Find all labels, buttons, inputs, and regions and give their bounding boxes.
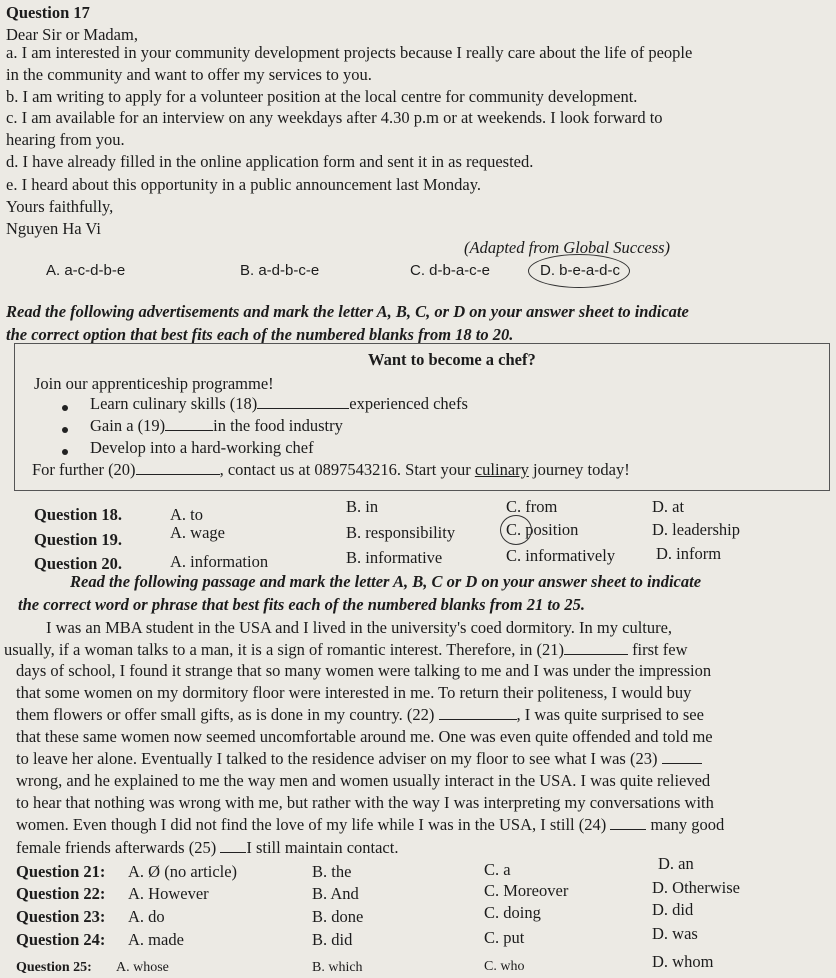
instruction-ads-line1: Read the following advertisements and mark the letter A, B, C, or D on your answer sheet to indicate <box>6 302 689 321</box>
passage-line-3: days of school, I found it strange that so many women were talking to me and I was under the impression <box>16 661 712 680</box>
q20-label: Question 20. <box>34 554 123 573</box>
q24-option-c[interactable]: C. put <box>484 928 525 947</box>
q17-option-c[interactable]: C. d-b-a-c-e <box>410 262 491 279</box>
bullet-icon <box>62 405 68 411</box>
q24-label: Question 24: <box>16 930 106 949</box>
sentence-e: e. I heard about this opportunity in a public announcement last Monday. <box>6 175 482 194</box>
q25-option-a[interactable]: A. whose <box>116 960 169 975</box>
passage-line-11: female friends afterwards (25) I still maintain contact. <box>16 838 399 857</box>
ad-bullet-1: Learn culinary skills (18) experienced chefs <box>90 394 468 413</box>
q18-option-d[interactable]: D. at <box>652 497 685 516</box>
q22-option-b[interactable]: B. And <box>312 884 359 903</box>
ad-intro: Join our apprenticeship programme! <box>34 374 274 393</box>
q25-option-c[interactable]: C. who <box>484 959 525 974</box>
blank-18[interactable] <box>257 394 349 409</box>
answer-circle-mark <box>500 515 532 545</box>
passage-line-1: I was an MBA student in the USA and I lived in the university's coed dormitory. In my culture, <box>46 618 673 637</box>
q25-option-b[interactable]: B. which <box>312 960 363 975</box>
q24-option-b[interactable]: B. did <box>312 930 353 949</box>
letter-salutation: Dear Sir or Madam, <box>6 25 138 44</box>
instruction-passage-line2: the correct word or phrase that best fits each of the numbered blanks from 21 to 25. <box>18 595 585 614</box>
passage-line-4: that some women on my dormitory floor were interested in me. To return their politeness, I would buy <box>16 683 692 702</box>
answer-circle-mark <box>528 254 630 288</box>
q22-option-a[interactable]: A. However <box>128 884 209 903</box>
q23-option-c[interactable]: C. doing <box>484 903 541 922</box>
blank-21[interactable] <box>564 640 628 655</box>
passage-line-9: to hear that nothing was wrong with me, but rather with the way I was interpreting my conversations with <box>16 793 714 812</box>
q23-option-d[interactable]: D. did <box>652 900 694 919</box>
blank-20[interactable] <box>136 460 220 475</box>
q25-option-d[interactable]: D. whom <box>652 952 714 971</box>
question-17-title: Question 17 <box>6 3 90 22</box>
q21-option-c[interactable]: C. a <box>484 860 511 879</box>
blank-23[interactable] <box>662 749 702 764</box>
q17-option-d[interactable]: D. b-e-a-d-c <box>540 262 621 279</box>
q18-option-b[interactable]: B. in <box>346 497 379 516</box>
q19-option-b[interactable]: B. responsibility <box>346 523 456 542</box>
passage-line-7: to leave her alone. Eventually I talked to the residence adviser on my floor to see what I was (23) <box>16 749 702 769</box>
passage-line-10: women. Even though I did not find the love of my life while I was in the USA, I still (24) many good <box>16 815 725 834</box>
q19-label: Question 19. <box>34 530 123 549</box>
passage-line-5: them flowers or offer small gifts, as is done in my country. (22) , I was quite surprised to see <box>16 705 704 724</box>
sentence-a-line1: a. I am interested in your community development projects because I really care about the life of people <box>6 43 693 62</box>
instruction-passage-line1: Read the following passage and mark the letter A, B, C or D on your answer sheet to indicate <box>70 572 702 591</box>
blank-25[interactable] <box>220 838 246 853</box>
sentence-a-line2: in the community and want to offer my services to you. <box>6 65 372 84</box>
q20-option-a[interactable]: A. information <box>170 552 269 571</box>
ad-footer: For further (20) , contact us at 0897543216. Start your culinary journey today! <box>32 460 630 479</box>
bullet-icon <box>62 449 68 455</box>
q21-label: Question 21: <box>16 862 106 881</box>
q19-option-d[interactable]: D. leadership <box>652 520 740 539</box>
q20-option-b[interactable]: B. informative <box>346 548 443 567</box>
sentence-d: d. I have already filled in the online application form and sent it in as requested. <box>6 152 534 171</box>
q21-option-a[interactable]: A. Ø (no article) <box>128 862 238 881</box>
ad-bullet-3: Develop into a hard-working chef <box>90 438 314 457</box>
sentence-c-line2: hearing from you. <box>6 130 125 149</box>
sentence-b: b. I am writing to apply for a volunteer position at the local centre for community development. <box>6 87 638 106</box>
passage-line-2: usually, if a woman talks to a man, it is a sign of romantic interest. Therefore, in (21) first few <box>4 640 688 659</box>
blank-19[interactable] <box>165 416 213 431</box>
q22-label: Question 22: <box>16 884 106 903</box>
blank-22[interactable] <box>439 705 517 720</box>
q17-option-a[interactable]: A. a-c-d-b-e <box>46 262 126 279</box>
blank-24[interactable] <box>610 815 646 830</box>
q17-option-b[interactable]: B. a-d-b-c-e <box>240 262 320 279</box>
q23-option-a[interactable]: A. do <box>128 907 165 926</box>
sentence-c-line1: c. I am available for an interview on any weekdays after 4.30 p.m or at weekends. I look forward to <box>6 108 663 127</box>
q22-option-c[interactable]: C. Moreover <box>484 881 569 900</box>
q18-option-c[interactable]: C. from <box>506 497 558 516</box>
q24-option-a[interactable]: A. made <box>128 930 184 949</box>
q25-label: Question 25: <box>16 960 92 975</box>
q21-option-d[interactable]: D. an <box>658 854 694 873</box>
passage-line-8: wrong, and he explained to me the way men and women usually interact in the USA. I was quite relieved <box>16 771 711 790</box>
source-note: (Adapted from Global Success) <box>464 238 671 257</box>
q22-option-d[interactable]: D. Otherwise <box>652 878 740 897</box>
ad-bullet-2: Gain a (19) in the food industry <box>90 416 343 435</box>
q20-option-d[interactable]: D. inform <box>656 544 722 563</box>
letter-closing: Yours faithfully, <box>6 197 114 216</box>
q24-option-d[interactable]: D. was <box>652 924 698 943</box>
q19-option-c[interactable]: C. position <box>506 520 579 539</box>
passage-line-6: that these same women now seemed uncomfortable around me. One was even quite offended and told me <box>16 727 713 746</box>
q19-option-a[interactable]: A. wage <box>170 523 225 542</box>
q23-label: Question 23: <box>16 907 106 926</box>
instruction-ads-line2: the correct option that best fits each of the numbered blanks from 18 to 20. <box>6 325 514 344</box>
q18-option-a[interactable]: A. to <box>170 505 203 524</box>
ad-title: Want to become a chef? <box>368 350 536 369</box>
letter-signature: Nguyen Ha Vi <box>6 219 101 238</box>
bullet-icon <box>62 427 68 433</box>
q23-option-b[interactable]: B. done <box>312 907 364 926</box>
q21-option-b[interactable]: B. the <box>312 862 352 881</box>
q18-label: Question 18. <box>34 505 123 524</box>
q20-option-c[interactable]: C. informatively <box>506 546 616 565</box>
